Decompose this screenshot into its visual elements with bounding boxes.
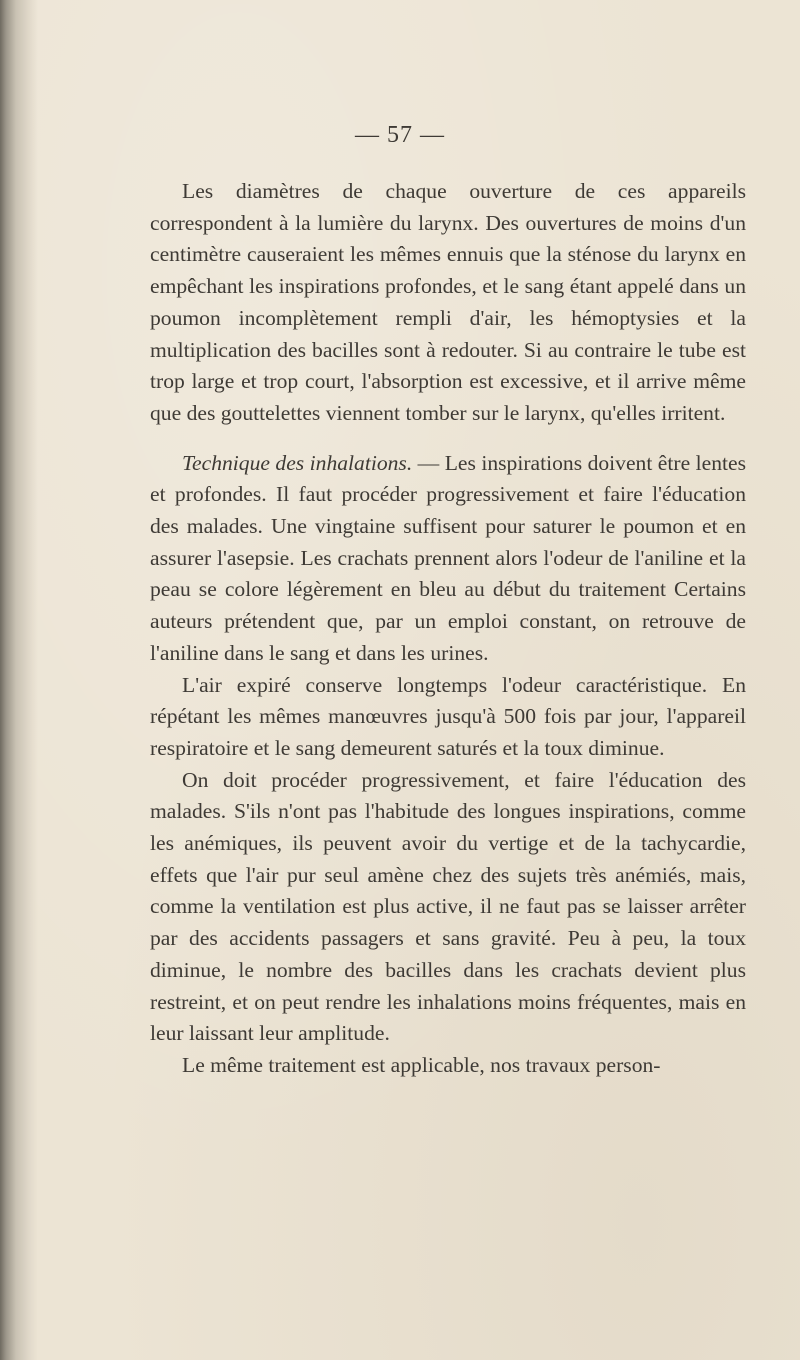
paragraph-4: On doit procéder progressivement, et faire l'éducation des malades. S'ils n'ont pas l'habitude des longues inspirations, comme les anémiques, ils peuvent avoir du vertige et de la tachycardie, effets que l'air pur seul amène chez des sujets très anémiés, mais, comme la ventilation est plus active, il ne faut pas se laisser arrêter par des accidents passagers et sans gravité. Peu à peu, la toux diminue, le nombre des bacilles dans les crachats devient plus restreint, et on peut rendre les inhalations moins fréquentes, mais en leur laissant leur amplitude. bbox=[150, 767, 746, 1046]
paragraph-5: Le même traitement est applicable, nos travaux person- bbox=[182, 1052, 661, 1077]
paragraph-2 bbox=[150, 448, 746, 670]
paragraph-2-text: — Les inspirations doivent être lentes et profondes. Il faut procéder progressivement et faire l'éducation des malades. Une vingtaine suffisent pour saturer le poumon et en assurer l'asepsie. Les crachats prennent alors l'odeur de l'aniline et la peau se colore légèrement en bleu au début du traitement Certains auteurs prétendent que, par un emploi constant, on retrouve de l'aniline dans le sang et dans les urines. bbox=[150, 450, 746, 665]
binding-shadow bbox=[0, 0, 38, 1360]
body-text bbox=[150, 176, 746, 1082]
paragraph-3: L'air expiré conserve longtemps l'odeur caractéristique. En répétant les mêmes manœuvres jusqu'à 500 fois par jour, l'appareil respiratoire et le sang demeurent saturés et la toux diminue. bbox=[150, 672, 746, 760]
paragraph-1: Les diamètres de chaque ouverture de ces appareils correspondent à la lumière du larynx. Des ouvertures de moins d'un centimètre causeraient les mêmes ennuis que la sténose du larynx en empêchant les inspirations profondes, et le sang étant appelé dans un poumon incomplètement rempli d'air, les hémoptysies et la multiplication des bacilles sont à redouter. Si au contraire le tube est trop large et trop court, l'absorption est excessive, et il arrive même que des gouttelettes viennent tomber sur le larynx, qu'elles irritent. bbox=[150, 179, 746, 425]
page-number: — 57 — bbox=[355, 122, 445, 148]
section-heading: Technique des inhalations. bbox=[182, 450, 413, 475]
